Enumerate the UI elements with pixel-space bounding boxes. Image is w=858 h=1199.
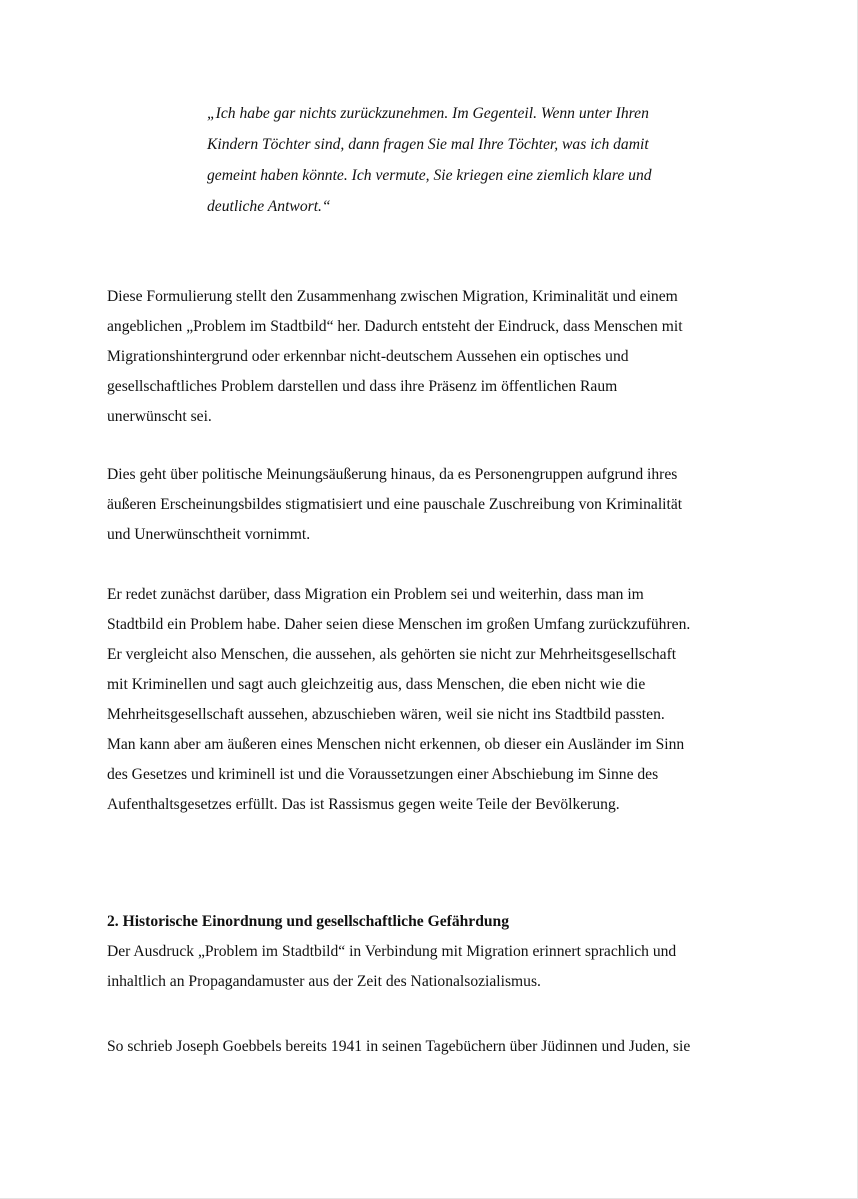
text-line: Diese Formulierung stellt den Zusammenhang zwischen Migration, Kriminalität und einem <box>107 288 678 305</box>
text-line: Der Ausdruck „Problem im Stadtbild“ in Verbindung mit Migration erinnert sprachlich und <box>107 943 677 960</box>
text-line: mit Kriminellen und sagt auch gleichzeitig aus, dass Menschen, die eben nicht wie die <box>107 676 646 693</box>
paragraph-meinungsaeusserung <box>107 460 807 550</box>
quote-line: deutliche Antwort.“ <box>207 198 331 215</box>
text-line: Stadtbild ein Problem habe. Daher seien diese Menschen im großen Umfang zurückzuführen. <box>107 616 691 633</box>
text-line: Migrationshintergrund oder erkennbar nicht-deutschem Aussehen ein optisches und <box>107 348 629 365</box>
quote-line: „Ich habe gar nichts zurückzunehmen. Im Gegenteil. Wenn unter Ihren <box>207 105 649 122</box>
text-line: unerwünscht sei. <box>107 408 212 425</box>
paragraph-rassismus <box>107 580 807 820</box>
text-line: Aufenthaltsgesetzes erfüllt. Das ist Rassismus gegen weite Teile der Bevölkerung. <box>107 796 620 813</box>
block-quote <box>207 98 767 222</box>
text-line: angeblichen „Problem im Stadtbild“ her. Dadurch entsteht der Eindruck, dass Menschen mit <box>107 318 683 335</box>
text-line: inhaltlich an Propagandamuster aus der Zeit des Nationalsozialismus. <box>107 973 541 990</box>
section-heading: 2. Historische Einordnung und gesellschaftliche Gefährdung <box>107 913 510 930</box>
text-line: Er vergleicht also Menschen, die aussehen, als gehörten sie nicht zur Mehrheitsgesellschaft <box>107 646 677 663</box>
quote-line: gemeint haben könnte. Ich vermute, Sie kriegen eine ziemlich klare und <box>207 167 652 184</box>
text-line: Man kann aber am äußeren eines Menschen nicht erkennen, ob dieser ein Ausländer im Sinn <box>107 736 685 753</box>
paragraph-historische-einordnung <box>107 937 807 997</box>
text-line: äußeren Erscheinungsbildes stigmatisiert und eine pauschale Zuschreibung von Kriminalität <box>107 496 683 513</box>
text-line: des Gesetzes und kriminell ist und die Voraussetzungen einer Abschiebung im Sinne des <box>107 766 659 783</box>
text-line: gesellschaftliches Problem darstellen und dass ihre Präsenz im öffentlichen Raum <box>107 378 618 395</box>
text-line: Mehrheitsgesellschaft aussehen, abzuschieben wären, weil sie nicht ins Stadtbild passten. <box>107 706 665 723</box>
text-line: Er redet zunächst darüber, dass Migration ein Problem sei und weiterhin, dass man im <box>107 586 644 603</box>
text-line: und Unerwünschtheit vornimmt. <box>107 526 311 543</box>
quote-line: Kindern Töchter sind, dann fragen Sie mal Ihre Töchter, was ich damit <box>207 136 649 153</box>
paragraph-goebbels <box>107 1032 807 1062</box>
text-line: Dies geht über politische Meinungsäußerung hinaus, da es Personengruppen aufgrund ihres <box>107 466 678 483</box>
text-line: So schrieb Joseph Goebbels bereits 1941 in seinen Tagebüchern über Jüdinnen und Juden, sie <box>107 1038 691 1055</box>
paragraph-formulierung <box>107 282 807 432</box>
